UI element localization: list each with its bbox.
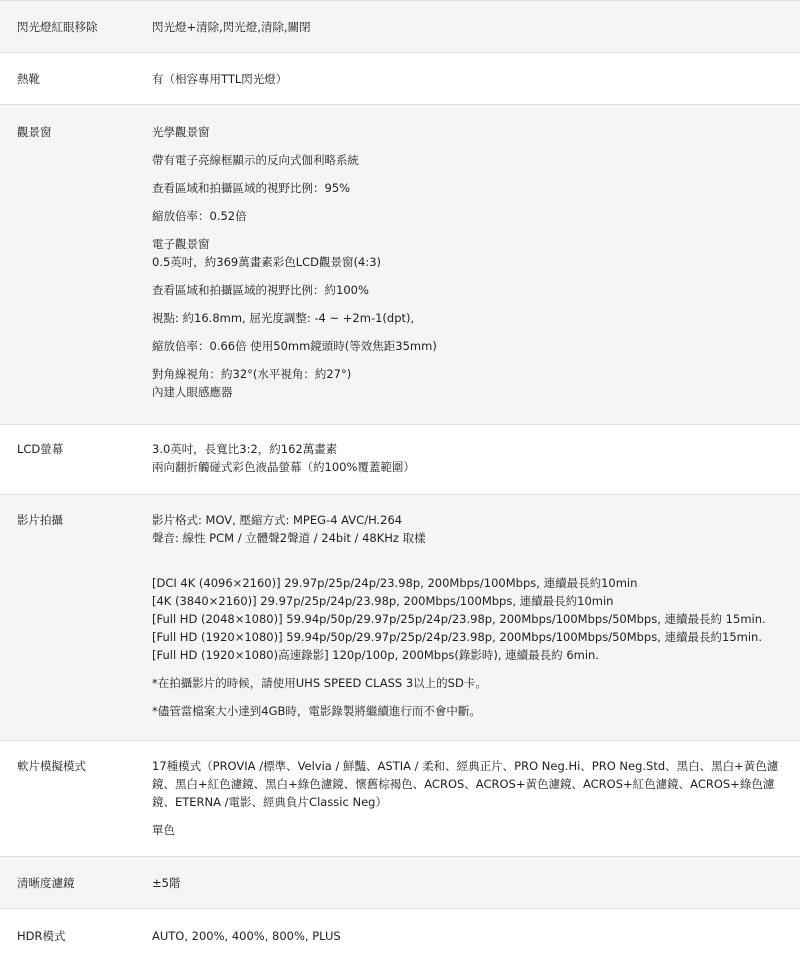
- spec-value: 影片格式: MOV, 壓縮方式: MPEG-4 AVC/H.264 聲音: 線性 PCM / 立體聲2聲道 / 24bit / 48KHz 取樣 [DCI 4K (4096×2160)] 29.97p/25p/24p/23.98p, 200Mbps/100Mbps, 連續最長約10min [4K (3840×2160)] 29.97p/25p/24p/23.98p, 200Mbps/100Mbps, 連續最長約10min [Full HD (2048×1080)] 59.94p/50p/29.97p/25p/24p/23.98p, 200Mbps/100Mbps/50Mbps, 連續最長約 15min. [Full HD (1920×1080)] 59.94p/50p/29.97p/25p/24p/23.98p, 200Mbps/100Mbps/50Mbps, 連續最長約15min. [Full HD (1920×1080)高速錄影] 120p/100p, 200Mbps(錄影時), 連續最長約 6min. *在拍攝影片的時候，請使用UHS SPEED CLASS 3以上的SD卡。 *儘管當檔案大小達到4GB時，電影錄製將繼續進行而不會中斷。: [152, 513, 766, 718]
- spec-row-video: [0, 495, 800, 741]
- spec-row-viewfinder: [0, 105, 800, 425]
- spec-label: 閃光燈紅眼移除: [17, 20, 98, 34]
- spec-label: HDR模式: [17, 929, 66, 943]
- spec-label: 影片拍攝: [17, 513, 63, 527]
- spec-value: ±5階: [152, 876, 181, 890]
- spec-row-clarity: [0, 857, 800, 909]
- spec-value: 閃光燈+清除,閃光燈,清除,關閉: [152, 20, 311, 34]
- spec-label: 軟片模擬模式: [17, 759, 86, 773]
- spec-label: 清晰度濾鏡: [17, 876, 75, 890]
- spec-value: 有（相容專用TTL閃光燈）: [152, 72, 288, 86]
- spec-value: AUTO, 200%, 400%, 800%, PLUS: [152, 929, 341, 943]
- spec-value: 3.0英吋，長寬比3:2，約162萬畫素 兩向翻折觸碰式彩色液晶螢幕（約100%覆蓋範圍）: [152, 442, 415, 474]
- spec-row-hdr: [0, 909, 800, 953]
- spec-label: 熱靴: [17, 72, 40, 86]
- spec-label: 觀景窗: [17, 125, 52, 139]
- spec-row-lcd: [0, 425, 800, 495]
- spec-value: 17種模式（PROVIA /標準、Velvia / 鮮豔、ASTIA / 柔和、經典正片、PRO Neg.Hi、PRO Neg.Std、黑白、黑白+黃色濾鏡、黑白+紅色濾鏡、黑白+綠色濾鏡、懷舊棕褐色、ACROS、ACROS+黃色濾鏡、ACROS+紅色濾鏡、ACROS+綠色濾鏡、ETERNA /電影、經典負片Classic Neg） 單色: [152, 759, 779, 837]
- spec-row-hotshoe: [0, 53, 800, 105]
- spec-value: 光學觀景窗 帶有電子亮線框顯示的反向式伽利略系統 查看區域和拍攝區域的視野比例：95% 縮放倍率：0.52倍 電子觀景窗 0.5英吋，約369萬畫素彩色LCD觀景窗(4:3) 查看區域和拍攝區域的視野比例：約100% 視點: 約16.8mm, 屈光度調整: -4 ~ +2m-1(dpt), 縮放倍率：0.66倍 使用50mm鏡頭時(等效焦距35mm) 對角線視角：約32°(水平視角：約27°) 內建人眼感應器: [152, 125, 437, 399]
- spec-row-film-simulation: [0, 741, 800, 857]
- spec-row-redeye: [0, 1, 800, 53]
- spec-label: LCD螢幕: [17, 442, 64, 456]
